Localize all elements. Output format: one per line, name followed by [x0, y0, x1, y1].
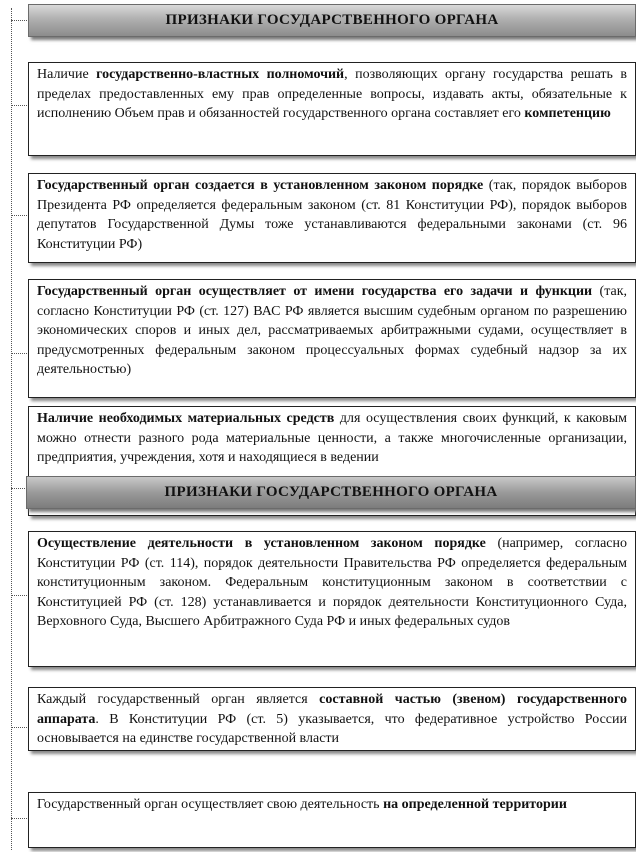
- feature-box-activity-order: [28, 531, 636, 667]
- feature-text-emphasis: Наличие необходимых материальных средств: [37, 411, 335, 426]
- feature-text-emphasis: Государственный орган создается в установленном законом порядке: [37, 178, 484, 193]
- feature-text: для осуществления своих функций, к каковым можно отнести разного рода материальные ценности, а также многочисленные организации, предприятия, учреждения, хотя и находящиеся в ведении: [37, 411, 628, 465]
- feature-text: . В Конституции РФ (ст. 5) указывается, что федеративное устройство России основывается на единстве государственной власти: [37, 711, 627, 746]
- feature-text-emphasis: на определенной территории: [383, 797, 567, 812]
- feature-text: (например, согласно Конституции РФ (ст. 114), порядок деятельности Правительства РФ определяется федеральным конституционным законом. Федеральным конституционным законом в соответствии с Конституцией РФ (ст. 128) устанавливается и порядок деятельности Конституционного Суда, Верховного Суда, Высшего Арбитражного Суда РФ и иных федеральных судов: [37, 536, 627, 629]
- connector-trunk: [11, 8, 12, 850]
- connector-branch: [11, 105, 27, 106]
- feature-text: , позволяющих органу государства решать в пределах предоставленных ему прав определенные вопросы, издавать акты, обязательные к исполнению Объем прав и обязанностей государственного органа составляет его: [37, 67, 627, 121]
- feature-text: Государственный орган осуществляет свою деятельность: [37, 797, 384, 812]
- diagram-title-repeat: ПРИЗНАКИ ГОСУДАРСТВЕННОГО ОРГАНА: [26, 476, 636, 509]
- connector-branch: [11, 215, 27, 216]
- diagram-title: ПРИЗНАКИ ГОСУДАРСТВЕННОГО ОРГАНА: [28, 4, 636, 37]
- feature-text: Наличие: [37, 67, 97, 82]
- feature-text: Каждый государственный орган является: [37, 692, 320, 707]
- feature-text: (так, порядок выборов Президента РФ определяется федеральным законом (ст. 81 Конституции РФ), порядок выборов депутатов Государственной Думы тоже устанавливаются федеральными законами (ст. 96 Конституции РФ): [37, 178, 627, 252]
- feature-box-creation: [28, 173, 636, 263]
- connector-branch: [11, 818, 27, 819]
- feature-text-emphasis: государственно-властных полномочий: [96, 67, 345, 82]
- connector-branch: [11, 595, 27, 596]
- feature-text-emphasis: компетенцию: [524, 106, 611, 121]
- connector-branch: [11, 727, 27, 728]
- connector-branch: [11, 488, 27, 489]
- feature-text: (так, согласно Конституции РФ (ст. 127) ВАС РФ является высшим судебным органом по разрешению экономических споров и иных дел, рассматриваемых арбитражными судами, осуществляет в предусмотренных федеральным законом процессуальных формах судебный надзор за их деятельностью): [37, 284, 627, 377]
- feature-box-functions: [28, 279, 636, 398]
- feature-box-powers: [28, 62, 636, 156]
- feature-box-state-apparatus: [28, 687, 636, 751]
- connector-branch: [11, 20, 27, 21]
- feature-box-territory: [28, 792, 636, 848]
- feature-text-emphasis: Осуществление деятельности в установленном законом порядке: [37, 536, 486, 551]
- feature-text-emphasis: Государственный орган осуществляет от имени государства его задачи и функции: [37, 284, 593, 299]
- feature-text-emphasis: составной частью (звеном) государственного аппарата: [37, 692, 627, 727]
- connector-branch: [11, 353, 27, 354]
